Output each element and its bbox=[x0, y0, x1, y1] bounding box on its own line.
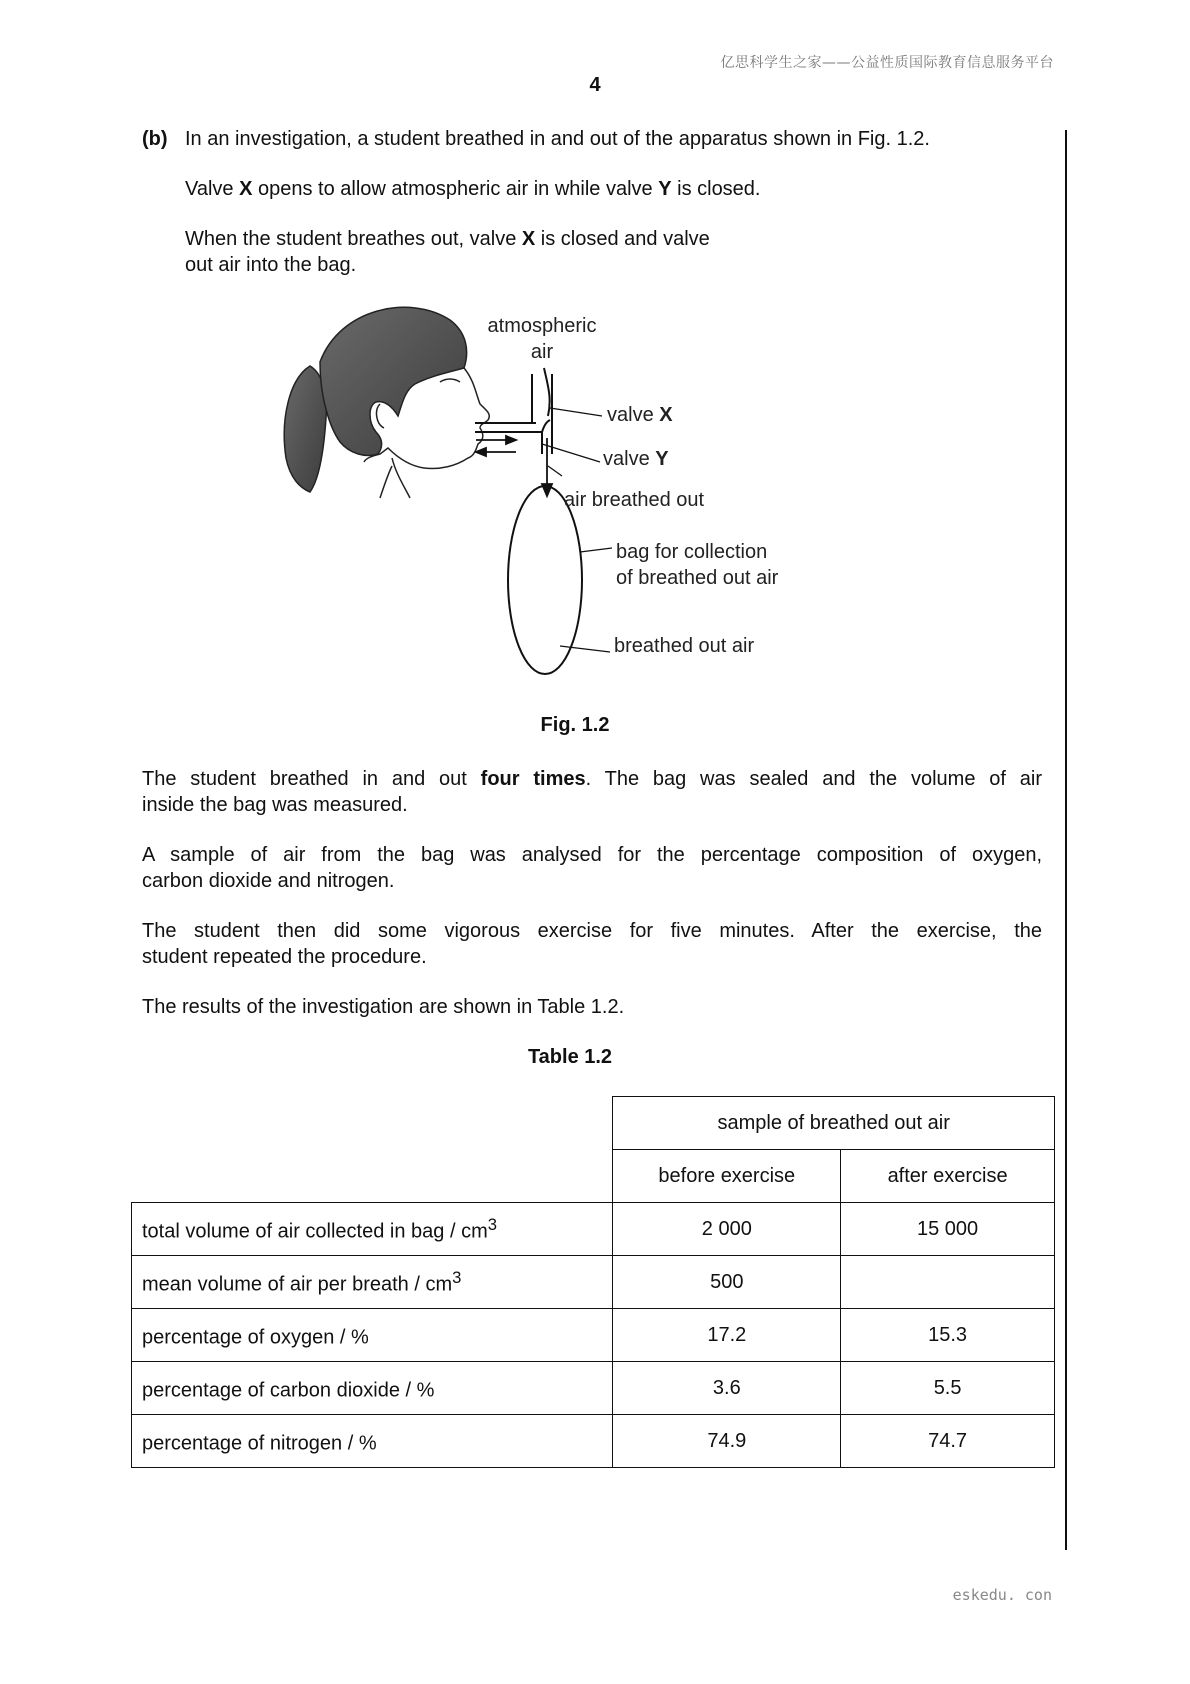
table-row bbox=[132, 1415, 1055, 1468]
paragraph-1-line-2: inside the bag was measured. bbox=[142, 794, 408, 816]
row-label bbox=[132, 1203, 613, 1256]
valve-line-a: Valve bbox=[185, 178, 240, 200]
row-label-text: percentage of oxygen / % bbox=[142, 1326, 369, 1349]
part-label: (b) bbox=[142, 128, 168, 150]
label-bag-2: of breathed out air bbox=[616, 567, 779, 589]
paragraph-4: The results of the investigation are shown in Table 1.2. bbox=[142, 996, 625, 1018]
breathe-out-line-1 bbox=[185, 226, 710, 252]
row-label bbox=[132, 1415, 613, 1468]
paragraph-2-line-1: A sample of air from the bag was analysed for the percentage composition of oxygen, bbox=[142, 844, 1042, 866]
label-valve-x-word: valve bbox=[607, 404, 660, 426]
paragraph-3-line-1: The student then did some vigorous exercise for five minutes. After the exercise, the bbox=[142, 920, 1042, 942]
paragraph-2-line-2: carbon dioxide and nitrogen. bbox=[142, 870, 395, 892]
label-valve-y-word: valve bbox=[603, 448, 656, 470]
valve-x-ref: X bbox=[239, 178, 253, 200]
valve-line-b: opens to allow atmospheric air in while valve bbox=[252, 178, 659, 200]
before-value: 3.6 bbox=[613, 1362, 841, 1415]
col-after-header: after exercise bbox=[841, 1150, 1055, 1203]
row-label-text: total volume of air collected in bag / cm bbox=[142, 1220, 488, 1243]
breathe-out-b: is closed and valve bbox=[535, 228, 710, 250]
valve-line bbox=[185, 176, 761, 202]
valve-y-ref: Y bbox=[658, 178, 672, 200]
row-label-sup: 3 bbox=[487, 1214, 497, 1234]
table-row bbox=[132, 1362, 1055, 1415]
after-value-answer-cell[interactable] bbox=[841, 1256, 1055, 1309]
row-label-text: percentage of carbon dioxide / % bbox=[142, 1379, 435, 1402]
label-valve-x bbox=[607, 404, 673, 426]
blank-cell bbox=[132, 1150, 613, 1203]
label-valve-y bbox=[603, 448, 669, 470]
paragraph-3-line-2: student repeated the procedure. bbox=[142, 946, 427, 968]
apparatus-tubes bbox=[475, 374, 552, 454]
row-label-sup: 3 bbox=[452, 1267, 462, 1287]
intro-text: In an investigation, a student breathed in and out of the apparatus shown in Fig. 1.2. bbox=[185, 128, 930, 150]
row-label bbox=[132, 1309, 613, 1362]
row-label-text: percentage of nitrogen / % bbox=[142, 1432, 377, 1455]
ear bbox=[377, 404, 384, 428]
footer-watermark: eskedu. con bbox=[952, 1586, 1052, 1604]
before-value: 17.2 bbox=[613, 1309, 841, 1362]
after-value: 74.7 bbox=[841, 1415, 1055, 1468]
row-label bbox=[132, 1362, 613, 1415]
results-table bbox=[131, 1096, 1055, 1468]
apparatus-diagram bbox=[280, 298, 880, 698]
breathe-out-a: When the student breathes out, valve bbox=[185, 228, 522, 250]
eye bbox=[440, 379, 460, 382]
after-value: 15 000 bbox=[841, 1203, 1055, 1256]
before-value: 74.9 bbox=[613, 1415, 841, 1468]
valve-x-flap bbox=[544, 368, 550, 416]
paragraph-1-line-1 bbox=[142, 766, 1042, 792]
group-header: sample of breathed out air bbox=[613, 1097, 1055, 1150]
after-value: 5.5 bbox=[841, 1362, 1055, 1415]
collection-bag bbox=[508, 486, 582, 674]
row-label bbox=[132, 1256, 613, 1309]
p1-bold: four times bbox=[480, 768, 586, 790]
p1-b: . The bag was sealed and the volume of air bbox=[585, 768, 1042, 790]
row-label-text: mean volume of air per breath / cm bbox=[142, 1273, 453, 1296]
col-before-header: before exercise bbox=[613, 1150, 841, 1203]
breathe-out-line-2: out air into the bag. bbox=[185, 254, 357, 276]
table-row bbox=[132, 1203, 1055, 1256]
margin-bar bbox=[1065, 130, 1067, 1550]
label-bag-1: bag for collection bbox=[616, 541, 768, 563]
ponytail bbox=[284, 366, 326, 492]
table-group-header-row bbox=[132, 1097, 1055, 1150]
p1-a: The student breathed in and out bbox=[142, 768, 481, 790]
student-head bbox=[284, 307, 489, 498]
table-caption: Table 1.2 bbox=[527, 1046, 613, 1068]
valve-line-c: is closed. bbox=[671, 178, 761, 200]
label-breathed-out-air: breathed out air bbox=[614, 635, 755, 657]
page-number: 4 bbox=[589, 74, 601, 96]
table-row bbox=[132, 1256, 1055, 1309]
breathe-out-x: X bbox=[521, 228, 536, 250]
label-air: air bbox=[530, 341, 554, 363]
blank-cell bbox=[132, 1097, 613, 1150]
figure-caption: Fig. 1.2 bbox=[540, 714, 610, 736]
label-atmospheric: atmospheric bbox=[487, 315, 597, 337]
label-air-breathed-out: air breathed out bbox=[564, 489, 705, 511]
table-column-header-row bbox=[132, 1150, 1055, 1203]
after-value: 15.3 bbox=[841, 1309, 1055, 1362]
header-note: 亿思科学生之家——公益性质国际教育信息服务平台 bbox=[720, 55, 1054, 71]
before-value: 500 bbox=[613, 1256, 841, 1309]
label-valve-x-letter: X bbox=[659, 404, 673, 426]
neck bbox=[380, 458, 410, 498]
table-row bbox=[132, 1309, 1055, 1362]
label-valve-y-letter: Y bbox=[655, 448, 669, 470]
before-value: 2 000 bbox=[613, 1203, 841, 1256]
hair bbox=[320, 307, 467, 455]
